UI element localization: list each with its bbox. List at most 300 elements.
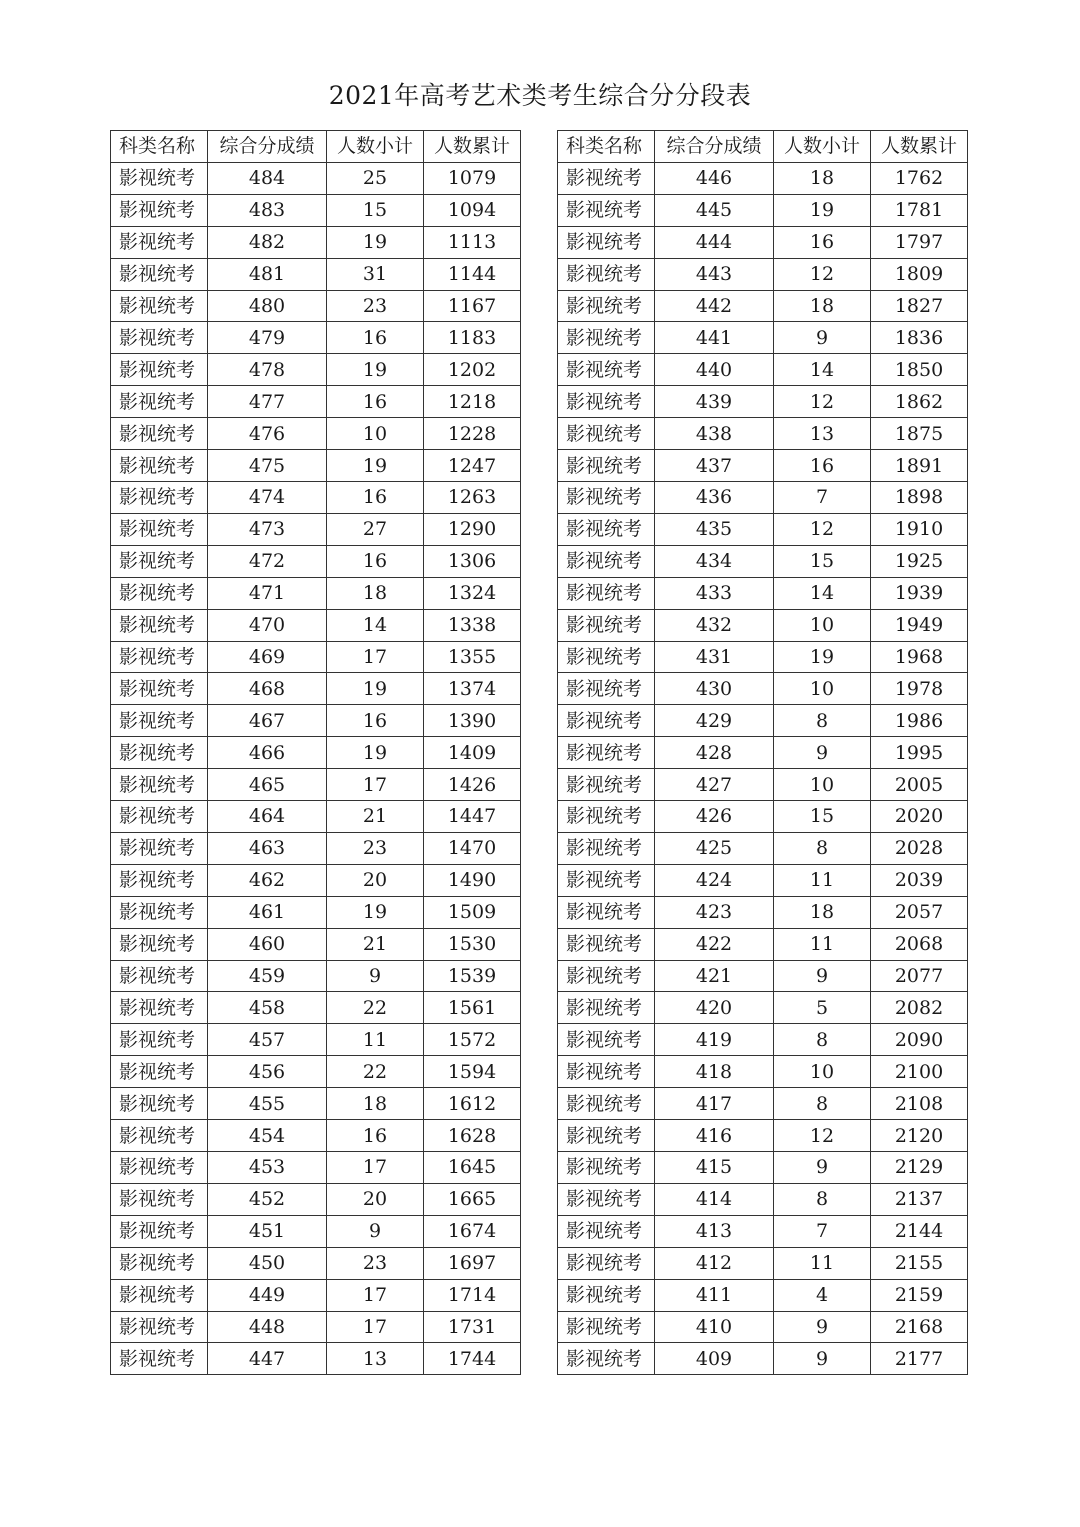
table-row <box>558 354 968 386</box>
cell-category: 影视统考 <box>111 960 208 992</box>
cell-score: 477 <box>208 386 327 418</box>
cell-count: 12 <box>774 513 871 545</box>
table-row <box>558 386 968 418</box>
table-row <box>558 992 968 1024</box>
cell-score: 466 <box>208 737 327 769</box>
cell-cumulative: 1628 <box>424 1120 521 1152</box>
cell-score: 443 <box>655 258 774 290</box>
cell-cumulative: 2028 <box>871 832 968 864</box>
cell-cumulative: 2137 <box>871 1183 968 1215</box>
cell-cumulative: 1697 <box>424 1247 521 1279</box>
table-row <box>111 705 521 737</box>
table-row <box>558 1247 968 1279</box>
cell-cumulative: 1426 <box>424 769 521 801</box>
table-row <box>558 641 968 673</box>
cell-score: 468 <box>208 673 327 705</box>
cell-score: 478 <box>208 354 327 386</box>
cell-count: 10 <box>774 769 871 801</box>
table-row <box>111 1152 521 1184</box>
table-row <box>111 1247 521 1279</box>
cell-score: 482 <box>208 226 327 258</box>
cell-cumulative: 1247 <box>424 450 521 482</box>
cell-category: 影视统考 <box>558 896 655 928</box>
cell-count: 20 <box>327 1183 424 1215</box>
cell-cumulative: 1290 <box>424 513 521 545</box>
cell-category: 影视统考 <box>558 832 655 864</box>
cell-score: 418 <box>655 1056 774 1088</box>
cell-category: 影视统考 <box>111 450 208 482</box>
header-count: 人数小计 <box>327 131 424 163</box>
table-row <box>111 194 521 226</box>
cell-score: 437 <box>655 450 774 482</box>
cell-category: 影视统考 <box>558 290 655 322</box>
table-row <box>111 258 521 290</box>
cell-cumulative: 1925 <box>871 545 968 577</box>
cell-score: 409 <box>655 1343 774 1375</box>
cell-category: 影视统考 <box>558 1311 655 1343</box>
cell-count: 11 <box>774 1247 871 1279</box>
cell-cumulative: 1714 <box>424 1279 521 1311</box>
page-title: 2021年高考艺术类考生综合分分段表 <box>328 81 752 110</box>
table-row <box>111 1215 521 1247</box>
cell-cumulative: 1949 <box>871 609 968 641</box>
cell-score: 444 <box>655 226 774 258</box>
cell-count: 19 <box>327 354 424 386</box>
cell-cumulative: 1731 <box>424 1311 521 1343</box>
cell-score: 431 <box>655 641 774 673</box>
cell-category: 影视统考 <box>558 641 655 673</box>
cell-count: 16 <box>327 386 424 418</box>
cell-cumulative: 1910 <box>871 513 968 545</box>
cell-cumulative: 1167 <box>424 290 521 322</box>
cell-cumulative: 1862 <box>871 386 968 418</box>
cell-category: 影视统考 <box>111 928 208 960</box>
cell-count: 18 <box>327 1088 424 1120</box>
cell-score: 432 <box>655 609 774 641</box>
cell-cumulative: 1094 <box>424 194 521 226</box>
cell-count: 16 <box>327 1120 424 1152</box>
cell-category: 影视统考 <box>111 1343 208 1375</box>
cell-category: 影视统考 <box>111 194 208 226</box>
cell-score: 465 <box>208 769 327 801</box>
cell-score: 433 <box>655 577 774 609</box>
table-row <box>111 162 521 194</box>
cell-category: 影视统考 <box>558 1215 655 1247</box>
cell-count: 20 <box>327 864 424 896</box>
cell-count: 18 <box>327 577 424 609</box>
cell-category: 影视统考 <box>111 737 208 769</box>
header-cumulative: 人数累计 <box>871 131 968 163</box>
cell-score: 426 <box>655 801 774 833</box>
cell-cumulative: 1306 <box>424 545 521 577</box>
table-row <box>111 832 521 864</box>
cell-count: 19 <box>327 226 424 258</box>
cell-cumulative: 1183 <box>424 322 521 354</box>
cell-cumulative: 1898 <box>871 481 968 513</box>
cell-cumulative: 1447 <box>424 801 521 833</box>
cell-score: 429 <box>655 705 774 737</box>
cell-cumulative: 1781 <box>871 194 968 226</box>
cell-score: 470 <box>208 609 327 641</box>
cell-score: 450 <box>208 1247 327 1279</box>
cell-score: 459 <box>208 960 327 992</box>
table-row <box>558 226 968 258</box>
cell-count: 16 <box>327 545 424 577</box>
table-row <box>111 1120 521 1152</box>
cell-cumulative: 1665 <box>424 1183 521 1215</box>
cell-count: 5 <box>774 992 871 1024</box>
cell-score: 439 <box>655 386 774 418</box>
cell-score: 454 <box>208 1120 327 1152</box>
cell-score: 436 <box>655 481 774 513</box>
cell-category: 影视统考 <box>558 1024 655 1056</box>
cell-cumulative: 2020 <box>871 801 968 833</box>
cell-count: 7 <box>774 1215 871 1247</box>
table-row <box>111 354 521 386</box>
cell-count: 17 <box>327 641 424 673</box>
table-row <box>558 1120 968 1152</box>
table-row <box>111 641 521 673</box>
cell-score: 441 <box>655 322 774 354</box>
cell-score: 422 <box>655 928 774 960</box>
table-row <box>111 801 521 833</box>
cell-category: 影视统考 <box>558 354 655 386</box>
table-row <box>558 290 968 322</box>
table-row <box>111 737 521 769</box>
table-row <box>111 673 521 705</box>
table-row <box>111 450 521 482</box>
table-row <box>558 258 968 290</box>
cell-category: 影视统考 <box>558 577 655 609</box>
table-row <box>558 322 968 354</box>
table-row <box>111 418 521 450</box>
cell-category: 影视统考 <box>111 992 208 1024</box>
cell-cumulative: 1939 <box>871 577 968 609</box>
cell-cumulative: 1968 <box>871 641 968 673</box>
cell-category: 影视统考 <box>111 226 208 258</box>
cell-count: 9 <box>774 737 871 769</box>
cell-category: 影视统考 <box>558 1343 655 1375</box>
cell-cumulative: 1762 <box>871 162 968 194</box>
cell-count: 17 <box>327 1152 424 1184</box>
cell-cumulative: 2155 <box>871 1247 968 1279</box>
cell-category: 影视统考 <box>558 801 655 833</box>
cell-category: 影视统考 <box>558 960 655 992</box>
cell-score: 423 <box>655 896 774 928</box>
cell-category: 影视统考 <box>111 258 208 290</box>
cell-count: 8 <box>774 832 871 864</box>
table-row <box>558 705 968 737</box>
table-row <box>111 386 521 418</box>
cell-count: 19 <box>327 737 424 769</box>
cell-count: 11 <box>774 864 871 896</box>
cell-category: 影视统考 <box>558 545 655 577</box>
cell-cumulative: 1409 <box>424 737 521 769</box>
table-row <box>558 832 968 864</box>
cell-score: 453 <box>208 1152 327 1184</box>
cell-score: 430 <box>655 673 774 705</box>
cell-category: 影视统考 <box>558 1183 655 1215</box>
cell-score: 457 <box>208 1024 327 1056</box>
table-row <box>558 1183 968 1215</box>
cell-cumulative: 1875 <box>871 418 968 450</box>
cell-category: 影视统考 <box>111 1183 208 1215</box>
cell-count: 19 <box>327 673 424 705</box>
cell-category: 影视统考 <box>558 992 655 1024</box>
cell-score: 446 <box>655 162 774 194</box>
cell-count: 13 <box>327 1343 424 1375</box>
cell-category: 影视统考 <box>111 1088 208 1120</box>
cell-cumulative: 2129 <box>871 1152 968 1184</box>
cell-category: 影视统考 <box>111 1024 208 1056</box>
cell-cumulative: 1530 <box>424 928 521 960</box>
cell-category: 影视统考 <box>558 1247 655 1279</box>
cell-category: 影视统考 <box>111 386 208 418</box>
cell-cumulative: 2144 <box>871 1215 968 1247</box>
cell-count: 23 <box>327 1247 424 1279</box>
cell-score: 458 <box>208 992 327 1024</box>
cell-category: 影视统考 <box>111 162 208 194</box>
cell-score: 411 <box>655 1279 774 1311</box>
cell-score: 467 <box>208 705 327 737</box>
cell-category: 影视统考 <box>558 1088 655 1120</box>
cell-count: 13 <box>774 418 871 450</box>
table-row <box>111 1279 521 1311</box>
cell-count: 14 <box>774 354 871 386</box>
cell-category: 影视统考 <box>558 1152 655 1184</box>
cell-cumulative: 1144 <box>424 258 521 290</box>
cell-category: 影视统考 <box>111 513 208 545</box>
cell-score: 413 <box>655 1215 774 1247</box>
cell-count: 4 <box>774 1279 871 1311</box>
table-row <box>111 290 521 322</box>
table-row <box>558 577 968 609</box>
cell-count: 27 <box>327 513 424 545</box>
cell-score: 481 <box>208 258 327 290</box>
cell-cumulative: 1995 <box>871 737 968 769</box>
table-row <box>111 1343 521 1375</box>
cell-score: 416 <box>655 1120 774 1152</box>
cell-category: 影视统考 <box>111 705 208 737</box>
cell-category: 影视统考 <box>111 1152 208 1184</box>
cell-score: 438 <box>655 418 774 450</box>
cell-cumulative: 2120 <box>871 1120 968 1152</box>
cell-category: 影视统考 <box>558 481 655 513</box>
table-row <box>111 769 521 801</box>
cell-cumulative: 1836 <box>871 322 968 354</box>
cell-score: 455 <box>208 1088 327 1120</box>
cell-category: 影视统考 <box>558 322 655 354</box>
cell-count: 21 <box>327 928 424 960</box>
cell-count: 25 <box>327 162 424 194</box>
table-row <box>558 960 968 992</box>
cell-category: 影视统考 <box>558 194 655 226</box>
cell-cumulative: 1539 <box>424 960 521 992</box>
header-score: 综合分成绩 <box>655 131 774 163</box>
cell-count: 14 <box>327 609 424 641</box>
cell-count: 31 <box>327 258 424 290</box>
table-row <box>558 769 968 801</box>
cell-count: 22 <box>327 992 424 1024</box>
table-row <box>111 481 521 513</box>
cell-score: 435 <box>655 513 774 545</box>
cell-cumulative: 1374 <box>424 673 521 705</box>
cell-category: 影视统考 <box>111 832 208 864</box>
cell-cumulative: 1797 <box>871 226 968 258</box>
cell-cumulative: 1202 <box>424 354 521 386</box>
table-row <box>558 1311 968 1343</box>
cell-count: 9 <box>774 960 871 992</box>
table-row <box>111 1311 521 1343</box>
cell-score: 456 <box>208 1056 327 1088</box>
cell-score: 483 <box>208 194 327 226</box>
cell-score: 473 <box>208 513 327 545</box>
cell-category: 影视统考 <box>111 418 208 450</box>
cell-cumulative: 1612 <box>424 1088 521 1120</box>
table-row <box>558 1279 968 1311</box>
cell-category: 影视统考 <box>111 1215 208 1247</box>
cell-category: 影视统考 <box>558 609 655 641</box>
cell-category: 影视统考 <box>558 1279 655 1311</box>
cell-score: 428 <box>655 737 774 769</box>
cell-score: 414 <box>655 1183 774 1215</box>
cell-category: 影视统考 <box>111 609 208 641</box>
cell-count: 16 <box>327 322 424 354</box>
table-row <box>111 928 521 960</box>
cell-count: 19 <box>327 450 424 482</box>
cell-category: 影视统考 <box>558 864 655 896</box>
table-header-row <box>111 131 521 163</box>
cell-category: 影视统考 <box>558 386 655 418</box>
cell-count: 15 <box>774 545 871 577</box>
cell-score: 442 <box>655 290 774 322</box>
cell-score: 419 <box>655 1024 774 1056</box>
cell-category: 影视统考 <box>558 928 655 960</box>
cell-cumulative: 2082 <box>871 992 968 1024</box>
cell-score: 480 <box>208 290 327 322</box>
cell-count: 10 <box>774 609 871 641</box>
table-row <box>558 450 968 482</box>
table-row <box>111 992 521 1024</box>
cell-count: 16 <box>774 226 871 258</box>
cell-category: 影视统考 <box>111 1056 208 1088</box>
table-row <box>558 1056 968 1088</box>
cell-score: 448 <box>208 1311 327 1343</box>
table-row <box>111 1088 521 1120</box>
cell-cumulative: 1594 <box>424 1056 521 1088</box>
cell-cumulative: 1645 <box>424 1152 521 1184</box>
table-row <box>558 737 968 769</box>
table-row <box>111 1183 521 1215</box>
cell-cumulative: 2057 <box>871 896 968 928</box>
cell-score: 471 <box>208 577 327 609</box>
cell-score: 475 <box>208 450 327 482</box>
cell-score: 460 <box>208 928 327 960</box>
cell-category: 影视统考 <box>111 801 208 833</box>
cell-cumulative: 2077 <box>871 960 968 992</box>
cell-count: 8 <box>774 705 871 737</box>
cell-count: 9 <box>774 1152 871 1184</box>
cell-count: 23 <box>327 290 424 322</box>
cell-count: 8 <box>774 1183 871 1215</box>
cell-cumulative: 1674 <box>424 1215 521 1247</box>
cell-cumulative: 1978 <box>871 673 968 705</box>
table-row <box>558 609 968 641</box>
cell-cumulative: 1850 <box>871 354 968 386</box>
cell-cumulative: 1079 <box>424 162 521 194</box>
cell-category: 影视统考 <box>111 896 208 928</box>
cell-score: 461 <box>208 896 327 928</box>
cell-count: 14 <box>774 577 871 609</box>
header-category: 科类名称 <box>558 131 655 163</box>
cell-score: 440 <box>655 354 774 386</box>
cell-cumulative: 1986 <box>871 705 968 737</box>
cell-score: 427 <box>655 769 774 801</box>
table-row <box>558 481 968 513</box>
header-count: 人数小计 <box>774 131 871 163</box>
cell-score: 415 <box>655 1152 774 1184</box>
cell-score: 412 <box>655 1247 774 1279</box>
cell-score: 420 <box>655 992 774 1024</box>
cell-cumulative: 2108 <box>871 1088 968 1120</box>
cell-cumulative: 1390 <box>424 705 521 737</box>
score-table-right <box>557 130 968 1375</box>
table-row <box>558 1215 968 1247</box>
cell-count: 18 <box>774 290 871 322</box>
cell-score: 462 <box>208 864 327 896</box>
cell-category: 影视统考 <box>558 226 655 258</box>
cell-cumulative: 2068 <box>871 928 968 960</box>
cell-category: 影视统考 <box>111 1120 208 1152</box>
cell-cumulative: 1572 <box>424 1024 521 1056</box>
cell-cumulative: 2005 <box>871 769 968 801</box>
cell-score: 445 <box>655 194 774 226</box>
cell-score: 417 <box>655 1088 774 1120</box>
cell-category: 影视统考 <box>558 1120 655 1152</box>
table-row <box>111 1024 521 1056</box>
cell-count: 18 <box>774 162 871 194</box>
table-row <box>111 960 521 992</box>
table-row <box>111 577 521 609</box>
table-row <box>558 162 968 194</box>
cell-count: 12 <box>774 258 871 290</box>
cell-category: 影视统考 <box>111 322 208 354</box>
table-row <box>558 864 968 896</box>
cell-count: 9 <box>327 1215 424 1247</box>
table-row <box>558 1088 968 1120</box>
header-score: 综合分成绩 <box>208 131 327 163</box>
cell-count: 21 <box>327 801 424 833</box>
cell-count: 11 <box>327 1024 424 1056</box>
cell-cumulative: 1490 <box>424 864 521 896</box>
cell-cumulative: 1355 <box>424 641 521 673</box>
cell-category: 影视统考 <box>111 641 208 673</box>
table-row <box>111 513 521 545</box>
cell-count: 12 <box>774 386 871 418</box>
cell-cumulative: 1509 <box>424 896 521 928</box>
cell-cumulative: 1338 <box>424 609 521 641</box>
table-row <box>558 1152 968 1184</box>
table-row <box>558 194 968 226</box>
cell-count: 8 <box>774 1024 871 1056</box>
table-row <box>558 801 968 833</box>
cell-category: 影视统考 <box>558 705 655 737</box>
table-row <box>111 864 521 896</box>
cell-category: 影视统考 <box>558 1056 655 1088</box>
cell-category: 影视统考 <box>558 673 655 705</box>
cell-count: 19 <box>327 896 424 928</box>
cell-cumulative: 1809 <box>871 258 968 290</box>
